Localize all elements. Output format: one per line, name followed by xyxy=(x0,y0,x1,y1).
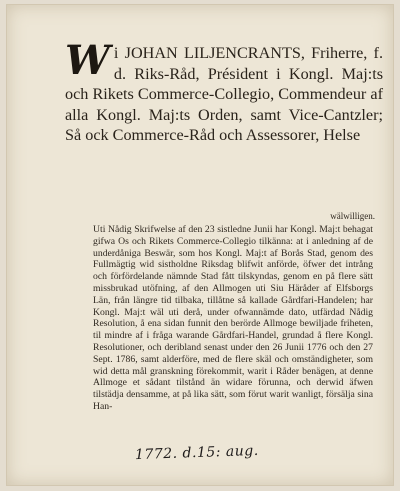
document-page xyxy=(6,4,394,486)
handwritten-annotation xyxy=(135,443,259,463)
document-header xyxy=(65,37,383,146)
handwritten-date: 1772. d.15: aug. xyxy=(134,442,259,464)
dropcap-letter: W xyxy=(65,37,110,84)
catchword: Han- xyxy=(93,400,113,412)
body-paragraph: Uti Nådig Skrifwelse af den 23 sistledne Junii har Kongl. Maj:t behagat gifwa Os och Rikets Commerce-Collegio tilkänna: at i anledning af de underdåniga Beswär, som hos Kongl. Maj:t af Borås Stad, genom des Fullmägtig wid sistholdne Riksdag blifwit anförde, öfwer det intrång och förfördelande nämnde Stad fått tilskyndas, genom en på flere sätt missbrukad utöfning, af den Allmogen uti Siu Häråder af Elfsborgs Län, från längre tid tilbaka, tillåtne så kallade Gårdfari-Handelen; har Kongl. Maj:t wäl uti derå, under ofwannämde dato, utfärdad Nådig Resolution, å ena sidan funnit den berörde Allmoge bewiljade friheten, til mindre af i fråga warande Gårdfari-Handel, grundad å flere Kongl. Resolutioner, och deribland senast under den 26 Junii 1776 och den 27 Sept. 1786, samt alderföre, med de flere skäl och omständigheter, som wid detta mål granskning förekommit, warit i Råder benägen, at denne Allmoge et sådant tilstånd än widare förunna, och derwid äfwen tilstädja densamme, at på lika sätt, som förut warit wanligt, försälja sina xyxy=(93,224,373,401)
document-body xyxy=(93,224,373,413)
header-text: i JOHAN LILJENCRANTS, Friherre, f. d. Riks-Råd, Président i Kongl. Maj:ts och Rikets Commerce-Collegio, Commendeur af alla Kongl. Maj:ts Orden, samt Vice-Cantzler; Så ock Commerce-Råd och Assessorer, Helse xyxy=(65,44,383,144)
greeting-text: wälwilligen. xyxy=(330,211,375,221)
